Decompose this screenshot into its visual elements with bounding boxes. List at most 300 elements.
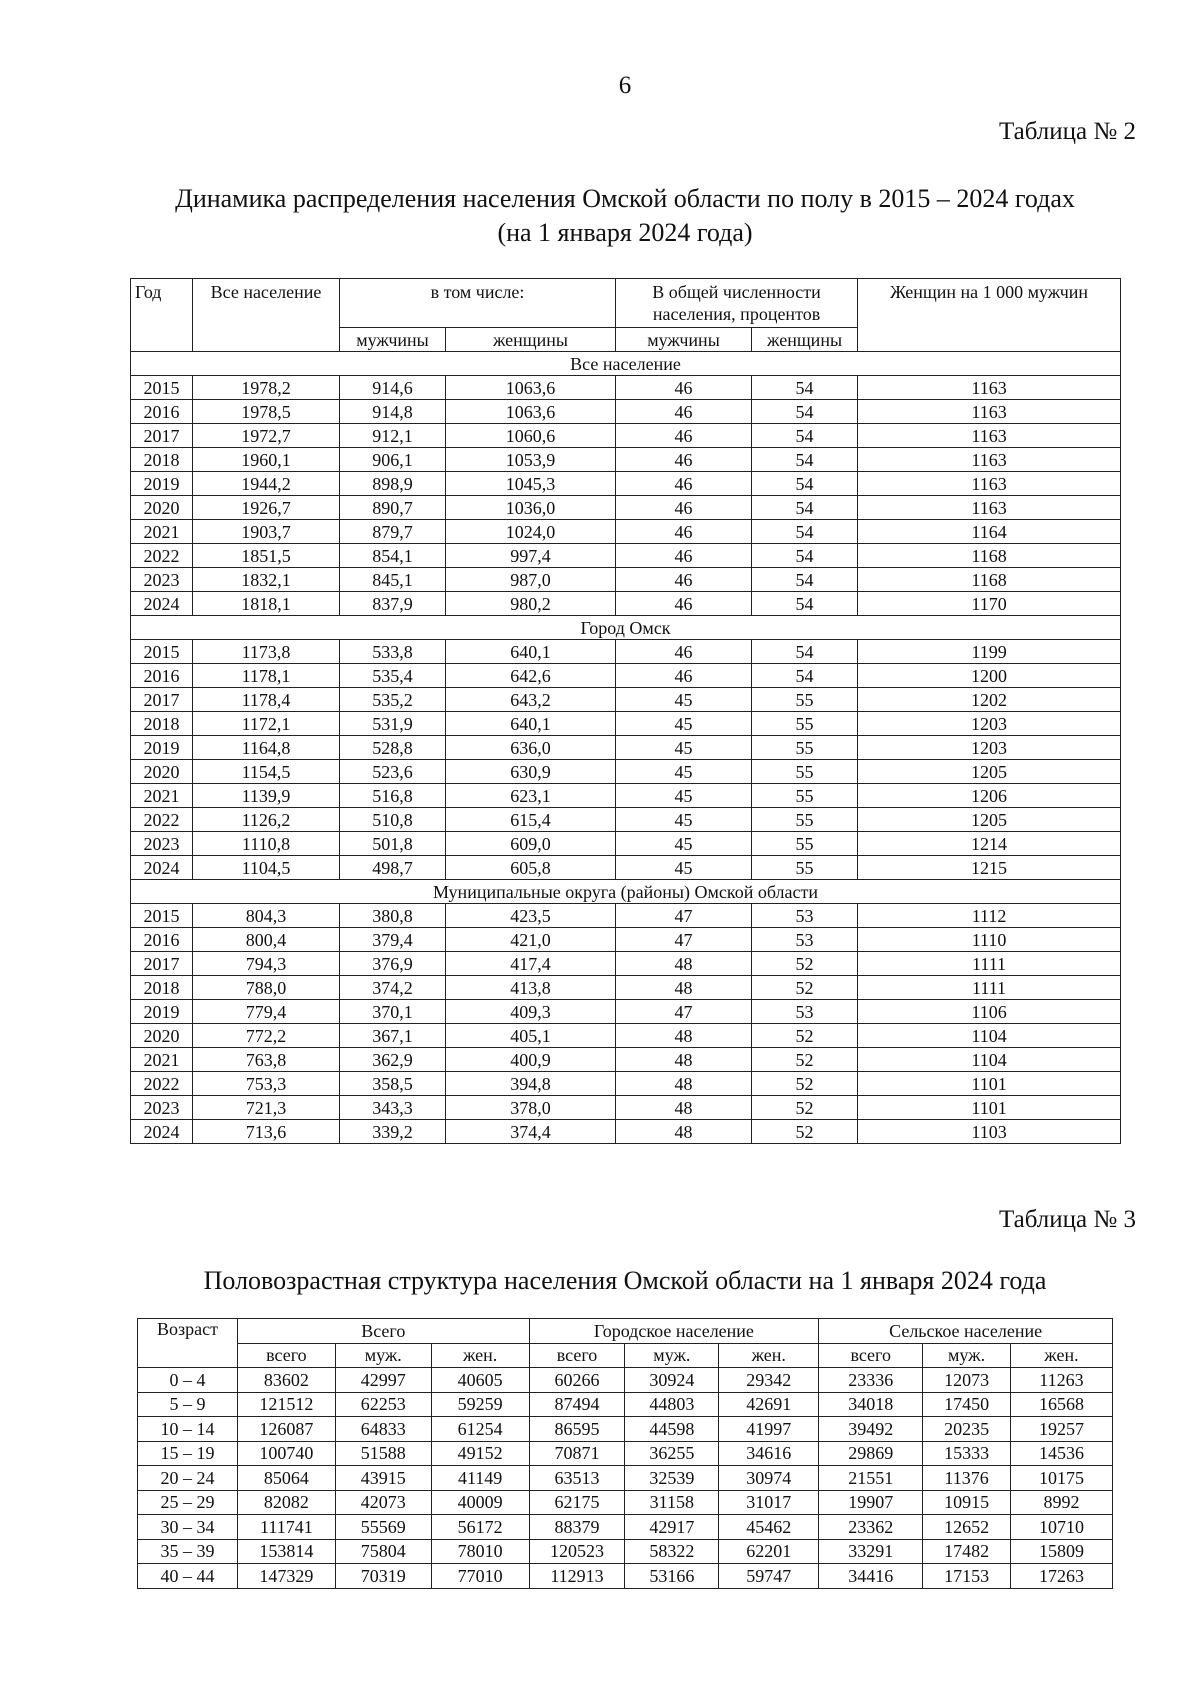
header-share-men: мужчины <box>616 328 752 352</box>
cell-share-men: 46 <box>616 496 752 520</box>
cell-women: 413,8 <box>446 976 616 1000</box>
cell-value: 45462 <box>719 1515 819 1540</box>
table-row <box>131 1000 1121 1024</box>
cell-total: 1126,2 <box>193 808 340 832</box>
section-header-row <box>131 880 1121 904</box>
cell-value: 58322 <box>625 1539 719 1564</box>
cell-share-men: 46 <box>616 400 752 424</box>
cell-women: 1045,3 <box>446 472 616 496</box>
table-row <box>138 1392 1113 1417</box>
cell-total: 1172,1 <box>193 712 340 736</box>
cell-share-men: 47 <box>616 1000 752 1024</box>
cell-value: 19257 <box>1010 1417 1112 1442</box>
cell-value: 17263 <box>1010 1564 1112 1589</box>
table-row <box>131 784 1121 808</box>
cell-men: 854,1 <box>340 544 446 568</box>
cell-value: 32539 <box>625 1466 719 1491</box>
cell-value: 53166 <box>625 1564 719 1589</box>
cell-total: 763,8 <box>193 1048 340 1072</box>
cell-year: 2019 <box>131 1000 193 1024</box>
header-men: мужчины <box>340 328 446 352</box>
cell-value: 15809 <box>1010 1539 1112 1564</box>
cell-women-per-1000: 1168 <box>858 568 1121 592</box>
cell-value: 36255 <box>625 1441 719 1466</box>
cell-value: 29869 <box>819 1441 923 1466</box>
cell-share-men: 46 <box>616 664 752 688</box>
section-header-row <box>131 352 1121 376</box>
cell-women-per-1000: 1104 <box>858 1048 1121 1072</box>
cell-total: 1832,1 <box>193 568 340 592</box>
cell-value: 44803 <box>625 1392 719 1417</box>
cell-men: 535,2 <box>340 688 446 712</box>
table-row <box>131 496 1121 520</box>
cell-men: 370,1 <box>340 1000 446 1024</box>
cell-women: 615,4 <box>446 808 616 832</box>
cell-women-per-1000: 1163 <box>858 376 1121 400</box>
age-sex-structure-table <box>137 1318 1113 1589</box>
cell-women-per-1000: 1199 <box>858 640 1121 664</box>
cell-total: 1972,7 <box>193 424 340 448</box>
cell-women: 643,2 <box>446 688 616 712</box>
cell-age: 25 – 29 <box>138 1490 238 1515</box>
cell-share-men: 46 <box>616 520 752 544</box>
table-row <box>131 520 1121 544</box>
cell-share-women: 54 <box>752 400 858 424</box>
table-2-label: Таблица № 2 <box>998 118 1136 145</box>
table-2-title: Динамика распределения населения Омской области по полу в 2015 – 2024 годах <box>175 184 1075 213</box>
cell-year: 2023 <box>131 832 193 856</box>
table-row <box>131 424 1121 448</box>
cell-value: 59747 <box>719 1564 819 1589</box>
population-by-sex-table <box>130 278 1121 1144</box>
cell-value: 31017 <box>719 1490 819 1515</box>
table-row <box>138 1490 1113 1515</box>
cell-value: 12073 <box>923 1368 1011 1393</box>
cell-share-women: 55 <box>752 832 858 856</box>
cell-value: 62175 <box>529 1490 625 1515</box>
cell-women: 1024,0 <box>446 520 616 544</box>
cell-year: 2019 <box>131 736 193 760</box>
cell-value: 41149 <box>431 1466 529 1491</box>
cell-year: 2022 <box>131 544 193 568</box>
cell-men: 531,9 <box>340 712 446 736</box>
cell-value: 43915 <box>335 1466 431 1491</box>
cell-share-women: 55 <box>752 688 858 712</box>
cell-men: 890,7 <box>340 496 446 520</box>
cell-women: 987,0 <box>446 568 616 592</box>
cell-total: 1164,8 <box>193 736 340 760</box>
cell-women: 997,4 <box>446 544 616 568</box>
cell-value: 111741 <box>237 1515 335 1540</box>
cell-women: 1063,6 <box>446 376 616 400</box>
cell-value: 16568 <box>1010 1392 1112 1417</box>
table-3-title: Половозрастная структура населения Омской области на 1 января 2024 года <box>203 1266 1047 1295</box>
cell-women-per-1000: 1205 <box>858 808 1121 832</box>
cell-value: 44598 <box>625 1417 719 1442</box>
cell-share-men: 46 <box>616 472 752 496</box>
cell-men: 339,2 <box>340 1120 446 1144</box>
cell-value: 30924 <box>625 1368 719 1393</box>
cell-year: 2018 <box>131 712 193 736</box>
cell-total: 788,0 <box>193 976 340 1000</box>
cell-value: 60266 <box>529 1368 625 1393</box>
cell-share-women: 55 <box>752 760 858 784</box>
cell-total: 1178,1 <box>193 664 340 688</box>
cell-men: 358,5 <box>340 1072 446 1096</box>
cell-value: 59259 <box>431 1392 529 1417</box>
table-row <box>131 544 1121 568</box>
page-number: 6 <box>618 72 632 99</box>
header-group-urban: Городское население <box>529 1319 819 1344</box>
cell-women: 623,1 <box>446 784 616 808</box>
cell-women-per-1000: 1104 <box>858 1024 1121 1048</box>
cell-age: 30 – 34 <box>138 1515 238 1540</box>
cell-women-per-1000: 1163 <box>858 400 1121 424</box>
cell-year: 2015 <box>131 640 193 664</box>
table-row <box>131 568 1121 592</box>
cell-women-per-1000: 1110 <box>858 928 1121 952</box>
subheader-3: всего <box>529 1343 625 1368</box>
cell-men: 837,9 <box>340 592 446 616</box>
subheader-4: муж. <box>625 1343 719 1368</box>
cell-share-women: 54 <box>752 592 858 616</box>
subheader-8: жен. <box>1010 1343 1112 1368</box>
cell-value: 31158 <box>625 1490 719 1515</box>
section-header-row <box>131 616 1121 640</box>
cell-share-women: 54 <box>752 424 858 448</box>
cell-share-men: 46 <box>616 592 752 616</box>
cell-women: 980,2 <box>446 592 616 616</box>
cell-women-per-1000: 1111 <box>858 976 1121 1000</box>
cell-value: 11263 <box>1010 1368 1112 1393</box>
cell-total: 1110,8 <box>193 832 340 856</box>
cell-share-women: 55 <box>752 736 858 760</box>
cell-share-men: 46 <box>616 568 752 592</box>
table-row <box>138 1441 1113 1466</box>
cell-total: 1104,5 <box>193 856 340 880</box>
cell-women: 636,0 <box>446 736 616 760</box>
table-row <box>131 664 1121 688</box>
cell-women-per-1000: 1200 <box>858 664 1121 688</box>
cell-women: 1063,6 <box>446 400 616 424</box>
cell-year: 2021 <box>131 1048 193 1072</box>
cell-women: 409,3 <box>446 1000 616 1024</box>
table-row <box>131 1024 1121 1048</box>
table-row <box>138 1515 1113 1540</box>
cell-men: 535,4 <box>340 664 446 688</box>
cell-age: 10 – 14 <box>138 1417 238 1442</box>
cell-share-men: 48 <box>616 952 752 976</box>
cell-year: 2017 <box>131 688 193 712</box>
cell-women-per-1000: 1170 <box>858 592 1121 616</box>
cell-share-women: 54 <box>752 472 858 496</box>
cell-women-per-1000: 1164 <box>858 520 1121 544</box>
cell-women-per-1000: 1205 <box>858 760 1121 784</box>
header-year: Год <box>131 279 193 352</box>
cell-year: 2020 <box>131 1024 193 1048</box>
cell-share-women: 54 <box>752 496 858 520</box>
table-row <box>131 976 1121 1000</box>
cell-value: 62201 <box>719 1539 819 1564</box>
cell-share-women: 52 <box>752 1120 858 1144</box>
cell-year: 2015 <box>131 904 193 928</box>
cell-total: 1978,5 <box>193 400 340 424</box>
cell-men: 845,1 <box>340 568 446 592</box>
cell-value: 30974 <box>719 1466 819 1491</box>
cell-men: 498,7 <box>340 856 446 880</box>
subheader-2: жен. <box>431 1343 529 1368</box>
cell-share-women: 55 <box>752 856 858 880</box>
cell-share-men: 48 <box>616 1072 752 1096</box>
header-age: Возраст <box>138 1319 238 1368</box>
cell-total: 1978,2 <box>193 376 340 400</box>
cell-year: 2020 <box>131 496 193 520</box>
header-including: в том числе: <box>340 279 616 328</box>
cell-share-women: 55 <box>752 712 858 736</box>
header-group-total: Всего <box>237 1319 529 1344</box>
cell-share-women: 55 <box>752 784 858 808</box>
cell-value: 55569 <box>335 1515 431 1540</box>
cell-total: 1960,1 <box>193 448 340 472</box>
cell-value: 33291 <box>819 1539 923 1564</box>
cell-women-per-1000: 1163 <box>858 424 1121 448</box>
cell-women-per-1000: 1101 <box>858 1072 1121 1096</box>
cell-men: 914,6 <box>340 376 446 400</box>
cell-value: 10710 <box>1010 1515 1112 1540</box>
cell-year: 2023 <box>131 568 193 592</box>
table-row <box>131 712 1121 736</box>
cell-year: 2018 <box>131 976 193 1000</box>
cell-value: 62253 <box>335 1392 431 1417</box>
cell-men: 533,8 <box>340 640 446 664</box>
subheader-5: жен. <box>719 1343 819 1368</box>
cell-year: 2016 <box>131 928 193 952</box>
header-share-percent: В общей численности населения, процентов <box>616 279 858 328</box>
table-row <box>131 760 1121 784</box>
cell-value: 61254 <box>431 1417 529 1442</box>
cell-share-women: 53 <box>752 928 858 952</box>
cell-year: 2021 <box>131 520 193 544</box>
table-row <box>131 928 1121 952</box>
cell-women-per-1000: 1163 <box>858 496 1121 520</box>
table-row <box>131 592 1121 616</box>
cell-share-men: 47 <box>616 928 752 952</box>
cell-total: 1944,2 <box>193 472 340 496</box>
cell-share-men: 47 <box>616 904 752 928</box>
cell-share-women: 54 <box>752 376 858 400</box>
header-women: женщины <box>446 328 616 352</box>
cell-total: 1926,7 <box>193 496 340 520</box>
cell-value: 42997 <box>335 1368 431 1393</box>
cell-value: 23336 <box>819 1368 923 1393</box>
cell-value: 40009 <box>431 1490 529 1515</box>
cell-women-per-1000: 1101 <box>858 1096 1121 1120</box>
cell-value: 19907 <box>819 1490 923 1515</box>
cell-women: 642,6 <box>446 664 616 688</box>
header-share-women: женщины <box>752 328 858 352</box>
table-row <box>131 856 1121 880</box>
cell-year: 2022 <box>131 808 193 832</box>
cell-women-per-1000: 1112 <box>858 904 1121 928</box>
table-row <box>131 736 1121 760</box>
cell-share-women: 54 <box>752 448 858 472</box>
cell-value: 10175 <box>1010 1466 1112 1491</box>
cell-men: 380,8 <box>340 904 446 928</box>
cell-share-women: 54 <box>752 568 858 592</box>
cell-women-per-1000: 1111 <box>858 952 1121 976</box>
cell-share-men: 46 <box>616 424 752 448</box>
table-row <box>131 448 1121 472</box>
table-3-label: Таблица № 3 <box>998 1206 1136 1233</box>
cell-year: 2024 <box>131 856 193 880</box>
cell-share-women: 52 <box>752 1024 858 1048</box>
cell-share-women: 55 <box>752 808 858 832</box>
cell-value: 15333 <box>923 1441 1011 1466</box>
cell-share-women: 52 <box>752 952 858 976</box>
cell-share-men: 48 <box>616 1024 752 1048</box>
cell-share-women: 52 <box>752 976 858 1000</box>
cell-value: 112913 <box>529 1564 625 1589</box>
cell-value: 34416 <box>819 1564 923 1589</box>
cell-value: 64833 <box>335 1417 431 1442</box>
cell-women-per-1000: 1203 <box>858 736 1121 760</box>
cell-total: 804,3 <box>193 904 340 928</box>
cell-value: 12652 <box>923 1515 1011 1540</box>
cell-year: 2018 <box>131 448 193 472</box>
cell-share-men: 45 <box>616 760 752 784</box>
cell-year: 2019 <box>131 472 193 496</box>
subheader-1: муж. <box>335 1343 431 1368</box>
cell-age: 20 – 24 <box>138 1466 238 1491</box>
cell-men: 379,4 <box>340 928 446 952</box>
cell-year: 2015 <box>131 376 193 400</box>
cell-women-per-1000: 1103 <box>858 1120 1121 1144</box>
cell-men: 879,7 <box>340 520 446 544</box>
cell-value: 42691 <box>719 1392 819 1417</box>
cell-share-men: 45 <box>616 784 752 808</box>
cell-value: 10915 <box>923 1490 1011 1515</box>
table-row <box>131 688 1121 712</box>
cell-age: 40 – 44 <box>138 1564 238 1589</box>
cell-share-men: 48 <box>616 1048 752 1072</box>
cell-women-per-1000: 1163 <box>858 448 1121 472</box>
cell-value: 83602 <box>237 1368 335 1393</box>
table-row <box>131 1048 1121 1072</box>
cell-share-men: 45 <box>616 856 752 880</box>
cell-women: 405,1 <box>446 1024 616 1048</box>
cell-year: 2024 <box>131 1120 193 1144</box>
cell-men: 906,1 <box>340 448 446 472</box>
cell-women-per-1000: 1106 <box>858 1000 1121 1024</box>
cell-value: 126087 <box>237 1417 335 1442</box>
cell-women: 630,9 <box>446 760 616 784</box>
header-group-rural: Сельское население <box>819 1319 1113 1344</box>
cell-men: 376,9 <box>340 952 446 976</box>
cell-value: 29342 <box>719 1368 819 1393</box>
cell-value: 20235 <box>923 1417 1011 1442</box>
cell-women-per-1000: 1214 <box>858 832 1121 856</box>
cell-total: 1851,5 <box>193 544 340 568</box>
table-row <box>138 1539 1113 1564</box>
cell-women: 1036,0 <box>446 496 616 520</box>
table-row <box>138 1368 1113 1393</box>
cell-women: 378,0 <box>446 1096 616 1120</box>
cell-women: 423,5 <box>446 904 616 928</box>
cell-total: 713,6 <box>193 1120 340 1144</box>
cell-year: 2016 <box>131 664 193 688</box>
cell-value: 120523 <box>529 1539 625 1564</box>
cell-share-men: 45 <box>616 688 752 712</box>
cell-men: 367,1 <box>340 1024 446 1048</box>
cell-value: 42917 <box>625 1515 719 1540</box>
cell-value: 8992 <box>1010 1490 1112 1515</box>
cell-men: 914,8 <box>340 400 446 424</box>
cell-women-per-1000: 1202 <box>858 688 1121 712</box>
cell-age: 15 – 19 <box>138 1441 238 1466</box>
table-row <box>131 1120 1121 1144</box>
cell-value: 78010 <box>431 1539 529 1564</box>
cell-value: 88379 <box>529 1515 625 1540</box>
cell-value: 14536 <box>1010 1441 1112 1466</box>
cell-value: 121512 <box>237 1392 335 1417</box>
section-title: Все население <box>131 352 1121 376</box>
cell-men: 528,8 <box>340 736 446 760</box>
cell-men: 912,1 <box>340 424 446 448</box>
subheader-7: муж. <box>923 1343 1011 1368</box>
table-2-subtitle: (на 1 января 2024 года) <box>497 218 753 247</box>
header-total-population: Все население <box>193 279 340 352</box>
cell-total: 721,3 <box>193 1096 340 1120</box>
cell-women-per-1000: 1215 <box>858 856 1121 880</box>
cell-year: 2022 <box>131 1072 193 1096</box>
cell-share-women: 54 <box>752 520 858 544</box>
cell-share-men: 45 <box>616 808 752 832</box>
cell-share-men: 46 <box>616 448 752 472</box>
cell-value: 56172 <box>431 1515 529 1540</box>
cell-share-women: 53 <box>752 904 858 928</box>
table-row <box>131 832 1121 856</box>
cell-share-men: 46 <box>616 544 752 568</box>
cell-total: 1173,8 <box>193 640 340 664</box>
table-row <box>131 640 1121 664</box>
cell-value: 86595 <box>529 1417 625 1442</box>
cell-total: 753,3 <box>193 1072 340 1096</box>
table-row <box>131 952 1121 976</box>
cell-men: 362,9 <box>340 1048 446 1072</box>
cell-value: 87494 <box>529 1392 625 1417</box>
cell-women: 609,0 <box>446 832 616 856</box>
cell-share-women: 52 <box>752 1096 858 1120</box>
cell-men: 516,8 <box>340 784 446 808</box>
cell-share-women: 52 <box>752 1048 858 1072</box>
cell-value: 17450 <box>923 1392 1011 1417</box>
table-row <box>131 1072 1121 1096</box>
cell-value: 21551 <box>819 1466 923 1491</box>
cell-value: 153814 <box>237 1539 335 1564</box>
cell-total: 1818,1 <box>193 592 340 616</box>
cell-value: 75804 <box>335 1539 431 1564</box>
cell-women: 605,8 <box>446 856 616 880</box>
cell-women-per-1000: 1163 <box>858 472 1121 496</box>
table-row <box>131 808 1121 832</box>
cell-value: 85064 <box>237 1466 335 1491</box>
cell-women: 1060,6 <box>446 424 616 448</box>
cell-women-per-1000: 1168 <box>858 544 1121 568</box>
cell-year: 2021 <box>131 784 193 808</box>
cell-women: 640,1 <box>446 640 616 664</box>
cell-age: 5 – 9 <box>138 1392 238 1417</box>
cell-men: 510,8 <box>340 808 446 832</box>
